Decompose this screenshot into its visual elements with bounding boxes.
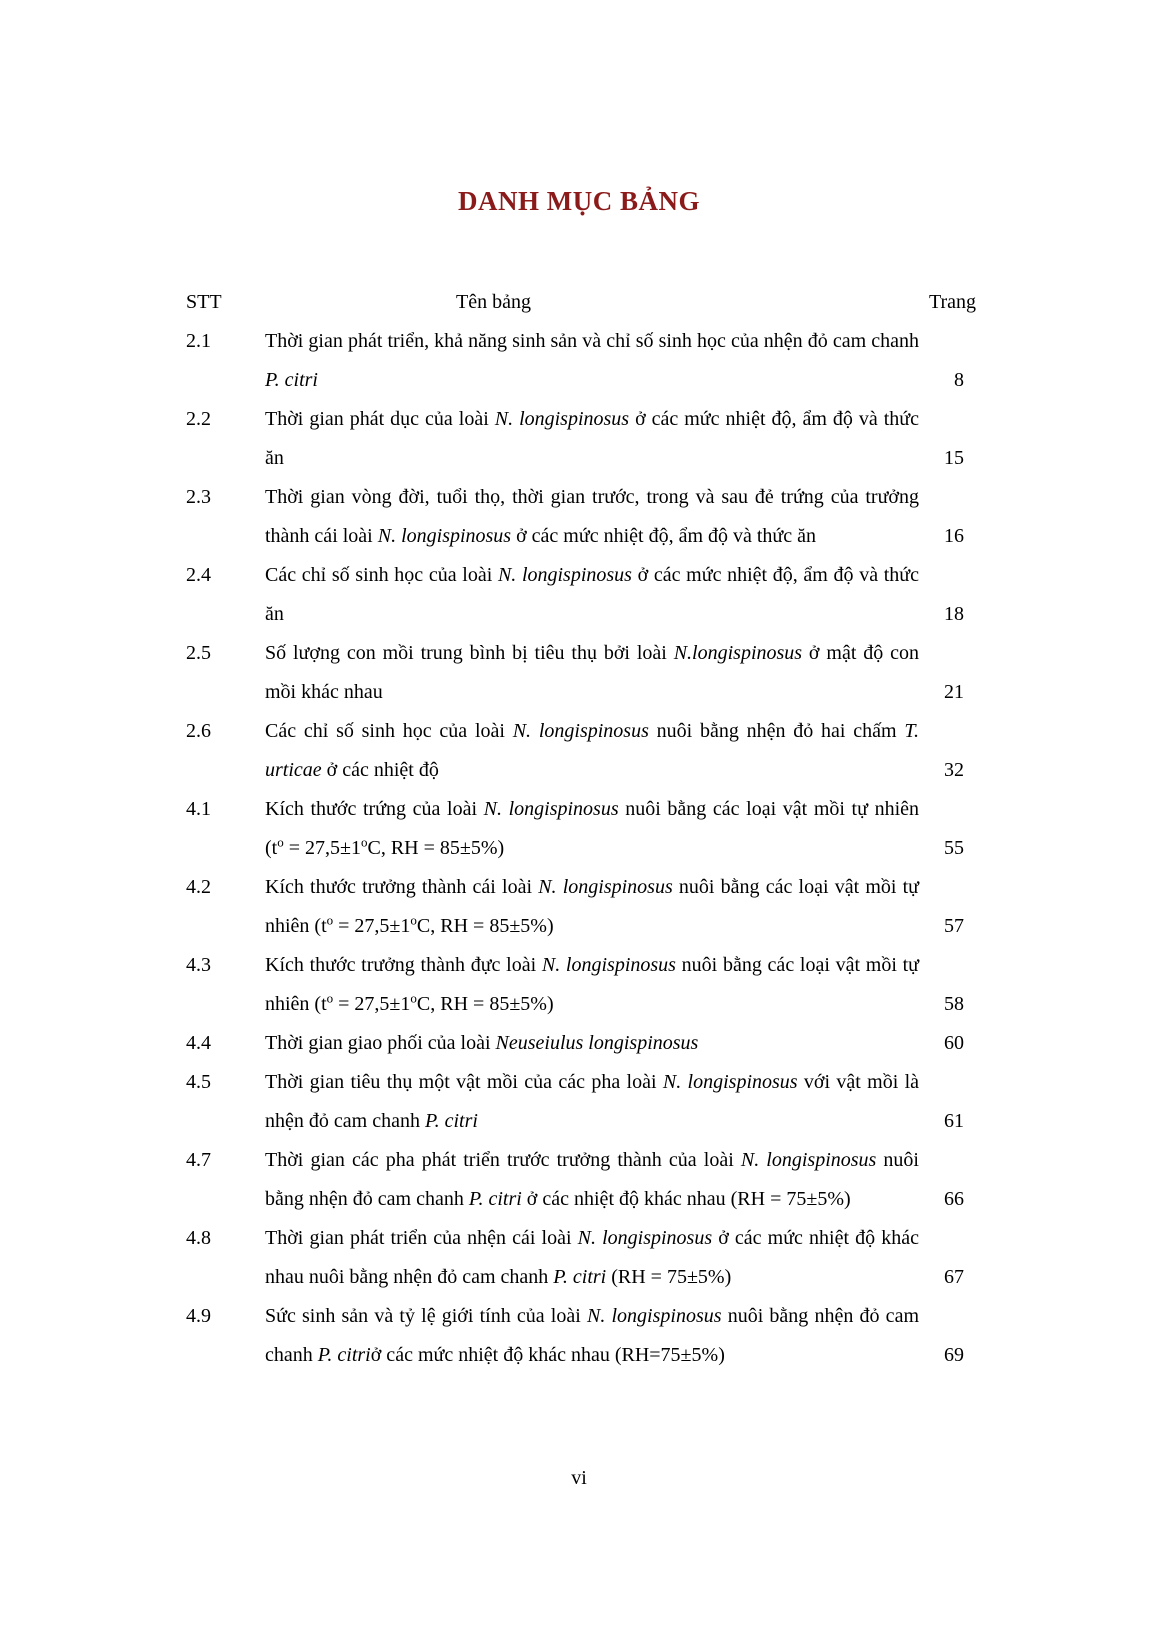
table-list-header <box>186 283 976 322</box>
italic-text: N. longispinosus <box>377 525 512 547</box>
entry-title <box>265 946 919 1024</box>
text-segment: ở các mức nhiệt độ, ẩm độ và thức ăn <box>265 564 920 625</box>
entry-page: 55 <box>944 837 964 859</box>
table-entry[interactable] <box>186 712 976 790</box>
entry-number: 4.2 <box>186 876 211 898</box>
entry-page: 66 <box>944 1188 964 1210</box>
page-number: vi <box>571 1467 587 1489</box>
text-segment: nuôi bằng các loại vật mồi tự nhiên (t <box>265 798 919 859</box>
italic-text: P. citri <box>265 369 318 391</box>
text-segment: nuôi bằng các loại vật mồi tự nhiên (t <box>265 954 920 1015</box>
entry-page: 32 <box>944 759 964 781</box>
italic-text: N. longispinosus <box>541 954 676 976</box>
italic-text: P. citri <box>424 1110 478 1132</box>
italic-text: Neuseiulus longispinosus <box>495 1032 699 1054</box>
table-entry[interactable] <box>186 1141 976 1219</box>
italic-text: N. longispinosus <box>497 564 632 586</box>
entry-number: 2.6 <box>186 720 211 742</box>
superscript: o <box>360 834 368 850</box>
text-segment: Sức sinh sản và tỷ lệ giới tính của loài <box>265 1305 587 1327</box>
entry-page: 67 <box>944 1266 964 1288</box>
text-segment: = 27,5±1 <box>333 993 411 1015</box>
entry-number: 2.2 <box>186 408 211 430</box>
italic-text: P. citri <box>553 1266 607 1288</box>
text-segment: nuôi bằng nhện đỏ hai chấm <box>648 720 905 742</box>
table-entry[interactable] <box>186 400 976 478</box>
table-entry[interactable] <box>186 1297 976 1375</box>
table-entry[interactable] <box>186 478 976 556</box>
table-entry[interactable] <box>186 634 976 712</box>
entry-title <box>265 322 919 400</box>
text-segment: ở các mức nhiệt độ, ẩm độ và thức ăn <box>511 525 817 547</box>
text-segment: Kích thước trưởng thành cái loài <box>265 876 539 898</box>
text-segment: ở các mức nhiệt độ khác nhau (RH=75±5%) <box>370 1344 725 1366</box>
entry-title <box>265 1219 919 1297</box>
entry-page: 21 <box>944 681 964 703</box>
text-segment: Thời gian vòng đời, tuổi thọ, thời gian trước, trong và sau đẻ trứng của trưởng thành cái loài <box>265 486 919 547</box>
italic-text: N. longispinosus <box>483 798 619 820</box>
text-segment: ở mật độ con mồi khác nhau <box>265 642 919 703</box>
entry-number: 2.1 <box>186 330 211 352</box>
italic-text: N. longispinosus <box>740 1149 877 1171</box>
text-segment: = 27,5±1 <box>283 837 361 859</box>
entry-number: 4.9 <box>186 1305 211 1327</box>
entry-page: 58 <box>944 993 964 1015</box>
text-segment: Thời gian giao phối của loài <box>265 1032 496 1054</box>
entry-title <box>265 1063 919 1141</box>
entry-title <box>265 556 919 634</box>
entry-number: 4.8 <box>186 1227 211 1249</box>
italic-text: N.longispinosus <box>673 642 803 664</box>
entry-page: 8 <box>954 369 964 391</box>
header-page: Trang <box>928 291 976 313</box>
italic-text: N. longispinosus <box>538 876 673 898</box>
entry-number: 2.5 <box>186 642 211 664</box>
text-segment: Các chỉ số sinh học của loài <box>265 720 513 742</box>
entry-page: 16 <box>944 525 964 547</box>
italic-text: T. urticae <box>265 720 919 781</box>
italic-text: N. longispinosus <box>512 720 649 742</box>
page-title: DANH MỤC BẢNG <box>458 186 700 216</box>
entry-page: 57 <box>944 915 964 937</box>
superscript: o <box>410 912 417 928</box>
text-segment: ở các nhiệt độ <box>321 759 439 781</box>
italic-text: N. longispinosus <box>577 1227 713 1249</box>
superscript: o <box>410 990 417 1006</box>
text-segment: ở các nhiệt độ khác nhau (RH = 75±5%) <box>521 1188 851 1210</box>
entry-number: 2.4 <box>186 564 211 586</box>
italic-text: N. longispinosus <box>494 408 630 430</box>
entry-title <box>265 1297 919 1375</box>
superscript: o <box>326 990 334 1006</box>
text-segment: (RH = 75±5%) <box>606 1266 732 1288</box>
text-segment: với vật mồi là nhện đỏ cam chanh <box>265 1071 920 1132</box>
text-segment: Kích thước trứng của loài <box>265 798 484 820</box>
table-entry[interactable] <box>186 556 976 634</box>
text-segment: Các chỉ số sinh học của loài <box>265 564 498 586</box>
text-segment: C, RH = 85±5%) <box>416 915 554 937</box>
text-segment: Thời gian phát triển của nhện cái loài <box>265 1227 578 1249</box>
entry-number: 4.1 <box>186 798 211 820</box>
table-entry[interactable] <box>186 868 976 946</box>
entry-number: 4.7 <box>186 1149 211 1171</box>
text-segment: ở các mức nhiệt độ khác nhau nuôi bằng nhện đỏ cam chanh <box>265 1227 919 1288</box>
text-segment: Số lượng con mồi trung bình bị tiêu thụ bởi loài <box>265 642 674 664</box>
italic-text: N. longispinosus <box>586 1305 722 1327</box>
entry-title <box>265 400 919 478</box>
table-entries <box>186 322 976 1375</box>
text-segment: = 27,5±1 <box>333 915 411 937</box>
table-entry[interactable] <box>186 322 976 400</box>
superscript: o <box>277 834 284 850</box>
text-segment: ở các mức nhiệt độ, ẩm độ và thức ăn <box>265 408 919 469</box>
entry-page: 61 <box>944 1110 964 1132</box>
text-segment: nuôi bằng nhện đỏ cam chanh <box>265 1305 919 1366</box>
table-entry[interactable] <box>186 790 976 868</box>
table-entry[interactable] <box>186 1063 976 1141</box>
table-entry[interactable] <box>186 946 976 1024</box>
entry-title <box>265 1024 919 1063</box>
entry-page: 69 <box>944 1344 964 1366</box>
table-list <box>186 283 976 1375</box>
header-stt: STT <box>186 291 222 313</box>
entry-title <box>265 712 919 790</box>
text-segment: Thời gian phát dục của loài <box>265 408 495 430</box>
entry-number: 4.4 <box>186 1032 211 1054</box>
superscript: o <box>326 912 334 928</box>
text-segment: Thời gian các pha phát triển trước trưởng thành của loài <box>265 1149 741 1171</box>
entry-page: 18 <box>944 603 964 625</box>
entry-number: 4.3 <box>186 954 211 976</box>
entry-number: 2.3 <box>186 486 211 508</box>
text-segment: nuôi bằng các loại vật mồi tự nhiên (t <box>265 876 920 937</box>
entry-number: 4.5 <box>186 1071 211 1093</box>
text-segment: Thời gian tiêu thụ một vật mồi của các pha loài <box>265 1071 663 1093</box>
entry-title <box>265 1141 919 1219</box>
text-segment: C, RH = 85±5%) <box>416 993 554 1015</box>
text-segment: nuôi bằng nhện đỏ cam chanh <box>265 1149 919 1210</box>
table-entry[interactable] <box>186 1219 976 1297</box>
entry-title <box>265 868 919 946</box>
table-entry[interactable] <box>186 1024 976 1063</box>
entry-page: 60 <box>944 1032 964 1054</box>
italic-text: P. citri <box>468 1188 522 1210</box>
entry-page: 15 <box>944 447 964 469</box>
text-segment: Kích thước trưởng thành đực loài <box>265 954 542 976</box>
entry-title <box>265 478 919 556</box>
text-segment: Thời gian phát triển, khả năng sinh sản và chỉ số sinh học của nhện đỏ cam chanh <box>265 330 919 352</box>
italic-text: N. longispinosus <box>662 1071 798 1093</box>
header-table-name: Tên bảng <box>456 291 531 313</box>
text-segment: C, RH = 85±5%) <box>367 837 505 859</box>
entry-title <box>265 634 919 712</box>
entry-title <box>265 790 919 868</box>
italic-text: P. citri <box>317 1344 371 1366</box>
